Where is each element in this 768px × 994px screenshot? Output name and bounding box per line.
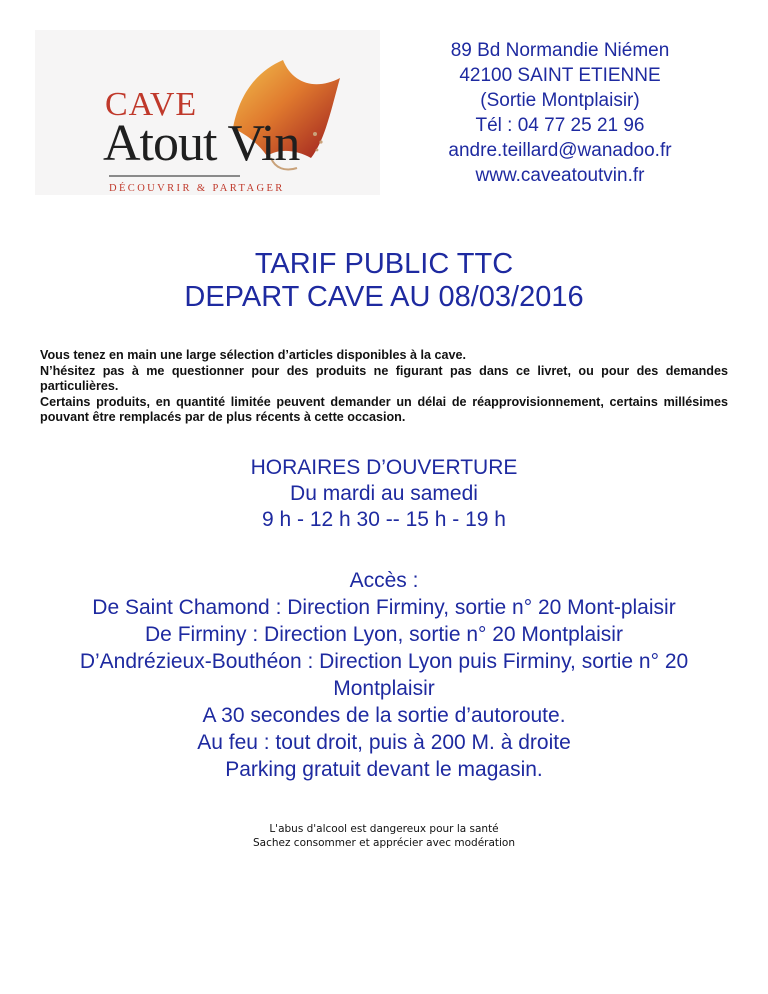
warning-line-1: L'abus d'alcool est dangereux pour la santé [269,823,499,835]
city: 42100 SAINT ETIENNE [459,65,661,86]
logo-brand-text: Atout Vin [103,115,300,172]
access-directions [40,567,728,783]
access-line: Au feu : tout droit, puis à 200 M. à droite [197,731,571,754]
intro-paragraph: Certains produits, en quantité limitée peuvent demander un délai de réapprovisionnement, certains millésimes pouvant être remplacés par de plus récents à cette occasion. [40,394,728,424]
hours-days: Du mardi au samedi [290,482,478,505]
website-link[interactable]: www.caveatoutvin.fr [475,165,645,186]
warning-line-2: Sachez consommer et apprécier avec modération [252,836,516,849]
intro-paragraph: Vous tenez en main une large sélection d’articles disponibles à la cave. [40,348,467,362]
intro-text [40,348,728,426]
title-line-2: DEPART CAVE AU 08/03/2016 [184,281,584,313]
page-title [0,248,768,314]
access-line: A 30 secondes de la sortie d’autoroute. [202,704,566,727]
contact-block [400,38,720,188]
title-line-1: TARIF PUBLIC TTC [254,248,514,280]
access-heading: Accès : [349,569,419,592]
email-link[interactable]: andre.teillard@wanadoo.fr [448,140,672,161]
phone: Tél : 04 77 25 21 96 [475,115,645,136]
logo-cave-text: CAVE [105,86,198,123]
access-line: Parking gratuit devant le magasin. [225,758,543,781]
address: 89 Bd Normandie Niémen [450,40,670,61]
access-line: De Firminy : Direction Lyon, sortie n° 20 Montplaisir [145,623,623,646]
access-line: D’Andrézieux-Bouthéon : Direction Lyon puis Firminy, sortie n° 20 Montplaisir [79,650,689,700]
intro-paragraph: N’hésitez pas à me questionner pour des produits ne figurant pas dans ce livret, ou pour des demandes particulières. [40,363,728,393]
hours-heading: HORAIRES D’OUVERTURE [250,456,518,479]
health-warning [0,823,768,850]
hours-times: 9 h - 12 h 30 -- 15 h - 19 h [262,508,506,531]
exit-info: (Sortie Montplaisir) [480,90,640,111]
logo [35,30,380,195]
logo-tagline: DÉCOUVRIR & PARTAGER [109,183,285,194]
access-line: De Saint Chamond : Direction Firminy, sortie n° 20 Mont-plaisir [92,596,676,619]
opening-hours [0,455,768,533]
